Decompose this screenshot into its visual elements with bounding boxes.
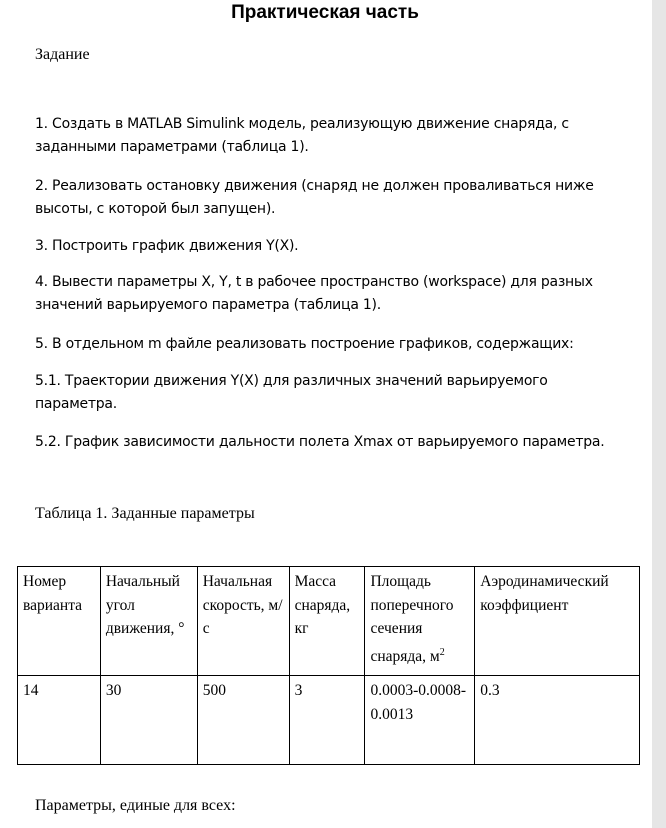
footer-text: Параметры, единые для всех:: [35, 797, 236, 814]
parameters-table: [17, 566, 640, 765]
task-item-3: 3. Построить график движения Y(X).: [35, 238, 299, 254]
header-initial-angle: Начальный угол движения, °: [100, 567, 197, 676]
page-title: Практическая часть: [231, 2, 419, 23]
header-variant-number: Номер варианта: [18, 567, 101, 676]
task-item-4: 4. Вывести параметры X, Y, t в рабочее пространство (workspace) для разных значений варьируемого параметра (таблица 1).: [35, 274, 593, 313]
task-item-1: 1. Создать в MATLAB Simulink модель, реализующую движение снаряда, с заданными параметрами (таблица 1).: [35, 116, 569, 155]
task-item-2: 2. Реализовать остановку движения (снаряд не должен проваливаться ниже высоты, с которой был запущен).: [35, 178, 594, 217]
cell-projectile-mass: 3: [289, 676, 365, 765]
task-item-5-1: 5.1. Траектории движения Y(X) для различных значений варьируемого параметра.: [35, 373, 548, 412]
area-unit-exponent: 2: [439, 646, 445, 658]
table-caption: Таблица 1. Заданные параметры: [35, 505, 255, 522]
cell-cross-section-area: 0.0003-0.0008-0.0013: [365, 676, 475, 765]
header-projectile-mass: Масса снаряда, кг: [289, 567, 365, 676]
cell-initial-speed: 500: [197, 676, 289, 765]
task-item-5: 5. В отдельном m файле реализовать построение графиков, содержащих:: [35, 336, 574, 352]
cell-variant-number: 14: [18, 676, 101, 765]
task-item-5-2: 5.2. График зависимости дальности полета Xmax от варьируемого параметра.: [35, 434, 605, 450]
header-initial-speed: Начальная скорость, м/с: [197, 567, 289, 676]
page-edge-shadow: [652, 0, 666, 828]
cell-aero-coefficient: 0.3: [475, 676, 640, 765]
table-header-row: [18, 567, 640, 676]
task-label: Задание: [35, 46, 90, 63]
header-cross-section-area-label: Площадь поперечного сечения снаряда, м: [370, 573, 454, 665]
cell-initial-angle: 30: [100, 676, 197, 765]
table-row: [18, 676, 640, 765]
header-cross-section-area: [365, 567, 475, 676]
header-aero-coefficient: Аэродинамический коэффициент: [475, 567, 640, 676]
